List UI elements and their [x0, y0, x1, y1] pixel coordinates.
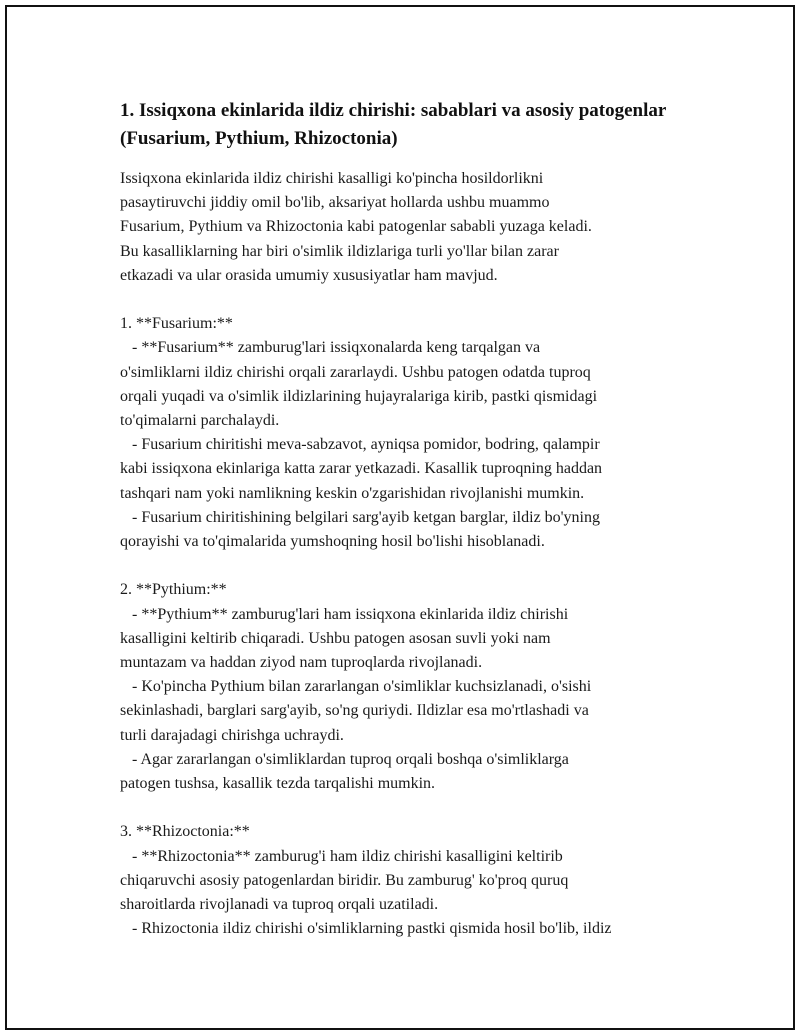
- page-frame: [5, 5, 795, 1030]
- document-content: [120, 97, 720, 942]
- document-body: Issiqxona ekinlarida ildiz chirishi kasalligi ko'pincha hosildorlikni pasaytiruvchi jiddiy omil bo'lib, aksariyat hollarda ushbu muammo Fusarium, Pythium va Rhizoctonia kabi patogenlar sababli yuzaga keladi. Bu kasalliklarning har biri o'simlik ildizlariga turli yo'llar bilan zarar etkazadi va ular orasida umumiy xususiyatlar ham mavjud. 1. **Fusarium:** - **Fusarium** zamburug'lari issiqxonalarda keng tarqalgan va o'simliklarni ildiz chirishi orqali zararlaydi. Ushbu patogen odatda tuproq orqali yuqadi va o'simlik ildizlarining hujayralariga kirib, pastki qismidagi to'qimalarni parchalaydi. - Fusarium chiritishi meva-sabzavot, ayniqsa pomidor, bodring, qalampir kabi issiqxona ekinlariga katta zarar yetkazadi. Kasallik tuproqning haddan tashqari nam yoki namlikning keskin o'zgarishidan rivojlanishi mumkin. - Fusarium chiritishining belgilari sarg'ayib ketgan barglar, ildiz bo'yning qorayishi va to'qimalarida yumshoqning hosil bo'lishi hisoblanadi. 2. **Pythium:** - **Pythium** zamburug'lari ham issiqxona ekinlarida ildiz chirishi kasalligini keltirib chiqaradi. Ushbu patogen asosan suvli yoki nam muntazam va haddan ziyod nam tuproqlarda rivojlanadi. - Ko'pincha Pythium bilan zararlangan o'simliklar kuchsizlanadi, o'sishi sekinlashadi, barglari sarg'ayib, so'ng quriydi. Ildizlar esa mo'rtlashadi va turli darajadagi chirishga uchraydi. - Agar zararlangan o'simliklardan tuproq orqali boshqa o'simliklarga patogen tushsa, kasallik tezda tarqalishi mumkin. 3. **Rhizoctonia:** - **Rhizoctonia** zamburug'i ham ildiz chirishi kasalligini keltirib chiqaruvchi asosiy patogenlardan biridir. Bu zamburug' ko'proq quruq sharoitlarda rivojlanadi va tuproq orqali uzatiladi. - Rhizoctonia ildiz chirishi o'simliklarning pastki qismida hosil bo'lib, ildiz: [120, 170, 612, 938]
- document-title: 1. Issiqxona ekinlarida ildiz chirishi: sabablari va asosiy patogenlar (Fusarium, Pythium, Rhizoctonia): [120, 100, 666, 149]
